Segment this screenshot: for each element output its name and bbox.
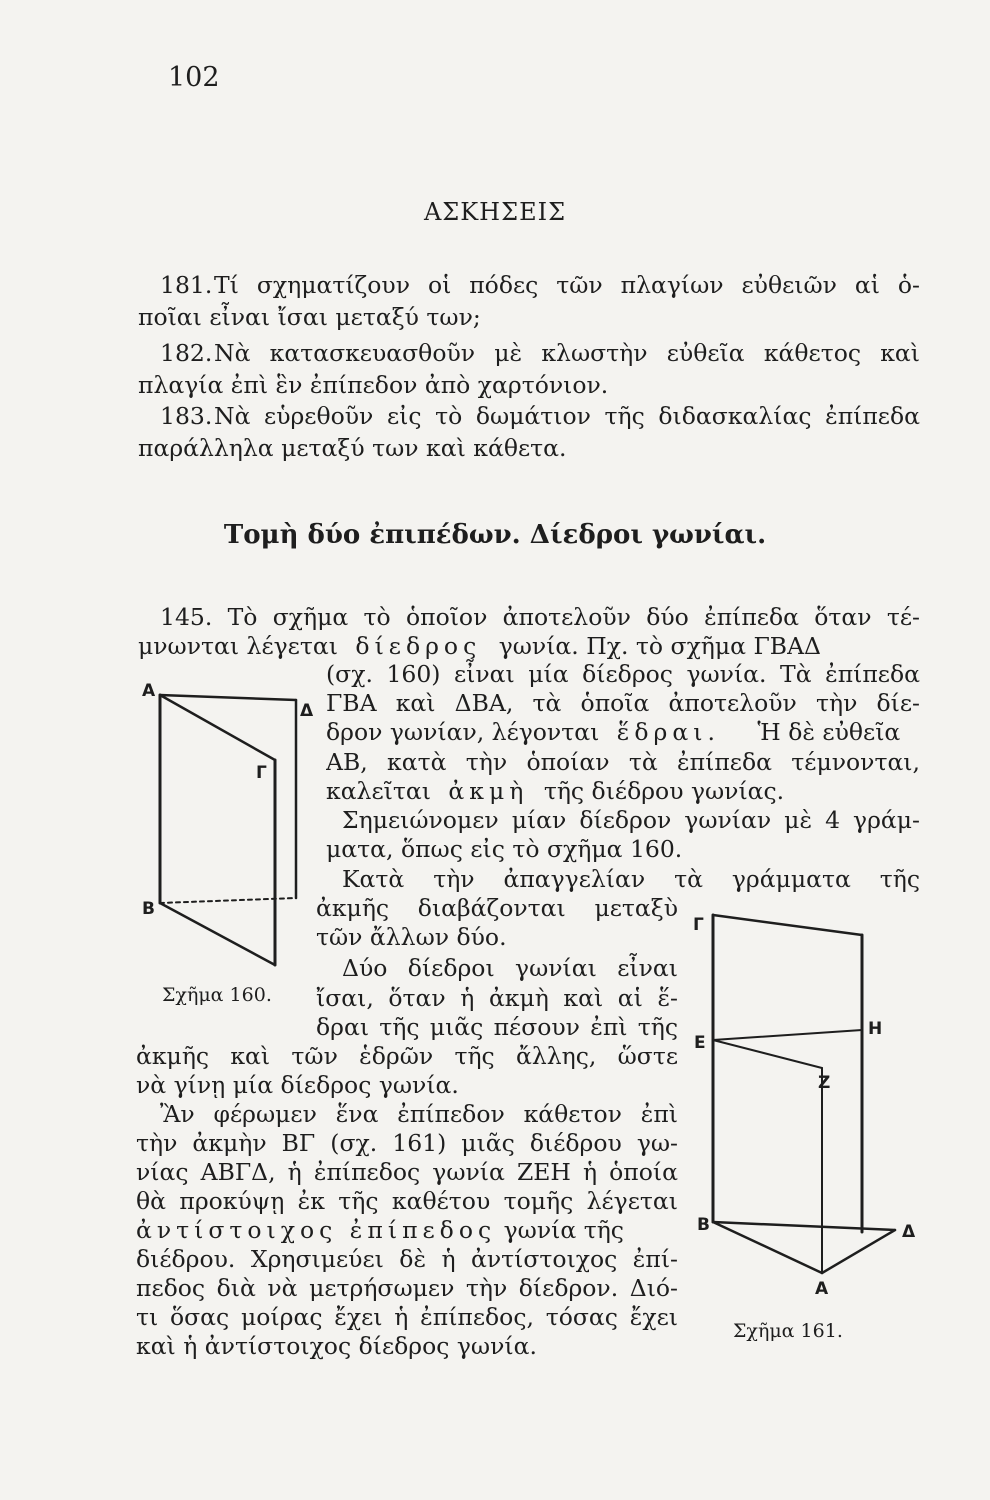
exercise-181-line-2: ποῖαι εἶναι ἴσαι μεταξύ των; [138, 303, 481, 331]
exercise-181-line-1: Τί σχηματίζουν οἱ πόδες τῶν πλαγίων εὐθειῶν αἱ ὁ- [214, 271, 920, 299]
figure-161-dihedral-diagram [713, 915, 895, 1273]
fig161-section-line-EH [713, 1030, 862, 1040]
paragraph-145-line-1: 145. Τὸ σχῆμα τὸ ὁποῖον ἀποτελοῦν δύο ἐπίπεδα ὅταν τέ- [160, 603, 920, 631]
fig160-label-D: Δ [300, 701, 314, 721]
plane-text-a: γωνία τῆς [503, 1216, 624, 1244]
term-corresponding-plane: ἀντίστοιχος ἐπίπεδος [136, 1216, 497, 1244]
notation-line-3: Κατὰ τὴν ἀπαγγελίαν τὰ γράμματα τῆς [342, 865, 920, 893]
equal-line-5: νὰ γίνῃ μία δίεδρος γωνία. [136, 1071, 459, 1099]
fig161-base-edge [822, 1230, 895, 1273]
fig160-label-A: Α [142, 681, 156, 701]
fig160-top-edge [160, 695, 296, 700]
exercises-heading: ΑΣΚΗΣΕΙΣ [423, 198, 567, 226]
exercise-182-number: 182. [160, 339, 213, 367]
paragraph-145-text-d: Ἡ δὲ εὐθεῖα [757, 718, 901, 746]
paragraph-145-text-a: μνωνται λέγεται [138, 632, 338, 660]
notation-line-2: ματα, ὅπως εἰς τὸ σχῆμα 160. [326, 835, 683, 863]
plane-line-1: Ἂν φέρωμεν ἕνα ἐπίπεδον κάθετον ἐπὶ [160, 1100, 678, 1128]
plane-line-9: καὶ ἡ ἀντίστοιχος δίεδρος γωνία. [136, 1332, 537, 1360]
fig161-label-A: Α [815, 1279, 829, 1299]
term-faces: ἕδραι. [616, 718, 720, 746]
fig161-label-D: Δ [902, 1222, 916, 1242]
fig161-top-edge [713, 915, 862, 935]
paragraph-145-line-6: ΑΒ, κατὰ τὴν ὁποίαν τὰ ἐπίπεδα τέμνονται, [326, 748, 920, 776]
term-dihedral: δίεδρος [355, 632, 482, 660]
exercise-181-number: 181. [160, 271, 213, 299]
notation-line-1: Σημειώνομεν μίαν δίεδρον γωνίαν μὲ 4 γράμ- [342, 806, 920, 834]
plane-line-7: πεδος διὰ νὰ μετρήσωμεν τὴν δίεδρον. Διό- [136, 1274, 678, 1302]
notation-line-5: τῶν ἄλλων δύο. [316, 923, 507, 951]
fig160-label-B: Β [142, 899, 155, 919]
plane-line-2: τὴν ἀκμὴν ΒΓ (σχ. 161) μιᾶς διέδρου γω- [136, 1129, 678, 1157]
paragraph-145-text-c: δρον γωνίαν, λέγονται [326, 718, 600, 746]
equal-line-3: δραι τῆς μιᾶς πέσουν ἐπὶ τῆς [316, 1013, 678, 1041]
paragraph-145-text-b: γωνία. Πχ. τὸ σχῆμα ΓΒΑΔ [498, 632, 822, 660]
paragraph-145-line-3: (σχ. 160) εἶναι μία δίεδρος γωνία. Τὰ ἐπίπεδα [326, 660, 920, 688]
equal-line-4: ἀκμῆς καὶ τῶν ἑδρῶν τῆς ἄλλης, ὥστε [136, 1042, 678, 1070]
fig161-bottom-edge [713, 1222, 895, 1230]
page-number: 102 [168, 62, 220, 93]
plane-line-3: νίας ΑΒΓΔ, ἡ ἐπίπεδος γωνία ΖΕΗ ἡ ὁποία [136, 1158, 678, 1186]
exercise-182-line-2: πλαγία ἐπὶ ἓν ἐπίπεδον ἀπὸ χαρτόνιον. [138, 371, 609, 399]
plane-line-6: διέδρου. Χρησιμεύει δὲ ἡ ἀντίστοιχος ἐπί- [136, 1245, 678, 1273]
exercise-183-number: 183. [160, 402, 213, 430]
fig161-label-B: Β [697, 1215, 710, 1235]
fig160-bottom-diagonal [160, 903, 275, 965]
fig160-diagonal-edge [160, 695, 275, 760]
section-title: Τομὴ δύο ἐπιπέδων. Δίεδροι γωνίαι. [223, 520, 767, 550]
fig161-label-H: Η [868, 1019, 883, 1039]
exercise-182-line-1: Νὰ κατασκευασθοῦν μὲ κλωστὴν εὐθεῖα κάθετος καὶ [214, 339, 920, 367]
notation-line-4: ἀκμῆς διαβάζονται μεταξὺ [316, 894, 678, 922]
exercise-183-line-2: παράλληλα μεταξύ των καὶ κάθετα. [138, 434, 567, 462]
plane-line-8: τι ὅσας μοίρας ἔχει ἡ ἐπίπεδος, τόσας ἔχει [136, 1303, 678, 1331]
plane-line-4: θὰ προκύψῃ ἐκ τῆς καθέτου τομῆς λέγεται [136, 1187, 678, 1215]
figure-161-caption: Σχῆμα 161. [733, 1320, 843, 1342]
term-edge: ἀκμὴ [448, 777, 529, 805]
figure-160-dihedral-diagram [160, 695, 296, 965]
paragraph-145-text-e: καλεῖται [326, 777, 431, 805]
fig160-label-G: Γ [256, 763, 267, 783]
fig161-section-line-EZ [713, 1040, 822, 1068]
fig161-label-E: Ε [694, 1033, 706, 1053]
paragraph-145-text-f: τῆς διέδρου γωνίας. [543, 777, 785, 805]
figure-160-caption: Σχῆμα 160. [162, 984, 272, 1006]
fig161-label-G: Γ [693, 915, 704, 935]
paragraph-145-line-4: ΓΒΑ καὶ ΔΒΑ, τὰ ὁποῖα ἀποτελοῦν τὴν δίε- [326, 689, 920, 717]
exercise-183-line-1: Νὰ εὑρεθοῦν εἰς τὸ δωμάτιον τῆς διδασκαλίας ἐπίπεδα [214, 402, 920, 430]
fig161-lower-diagonal [713, 1222, 822, 1273]
fig161-label-Z: Ζ [818, 1073, 831, 1093]
equal-line-1: Δύο δίεδροι γωνίαι εἶναι [342, 954, 678, 982]
equal-line-2: ἴσαι, ὅταν ἡ ἀκμὴ καὶ αἱ ἕ- [316, 984, 678, 1012]
